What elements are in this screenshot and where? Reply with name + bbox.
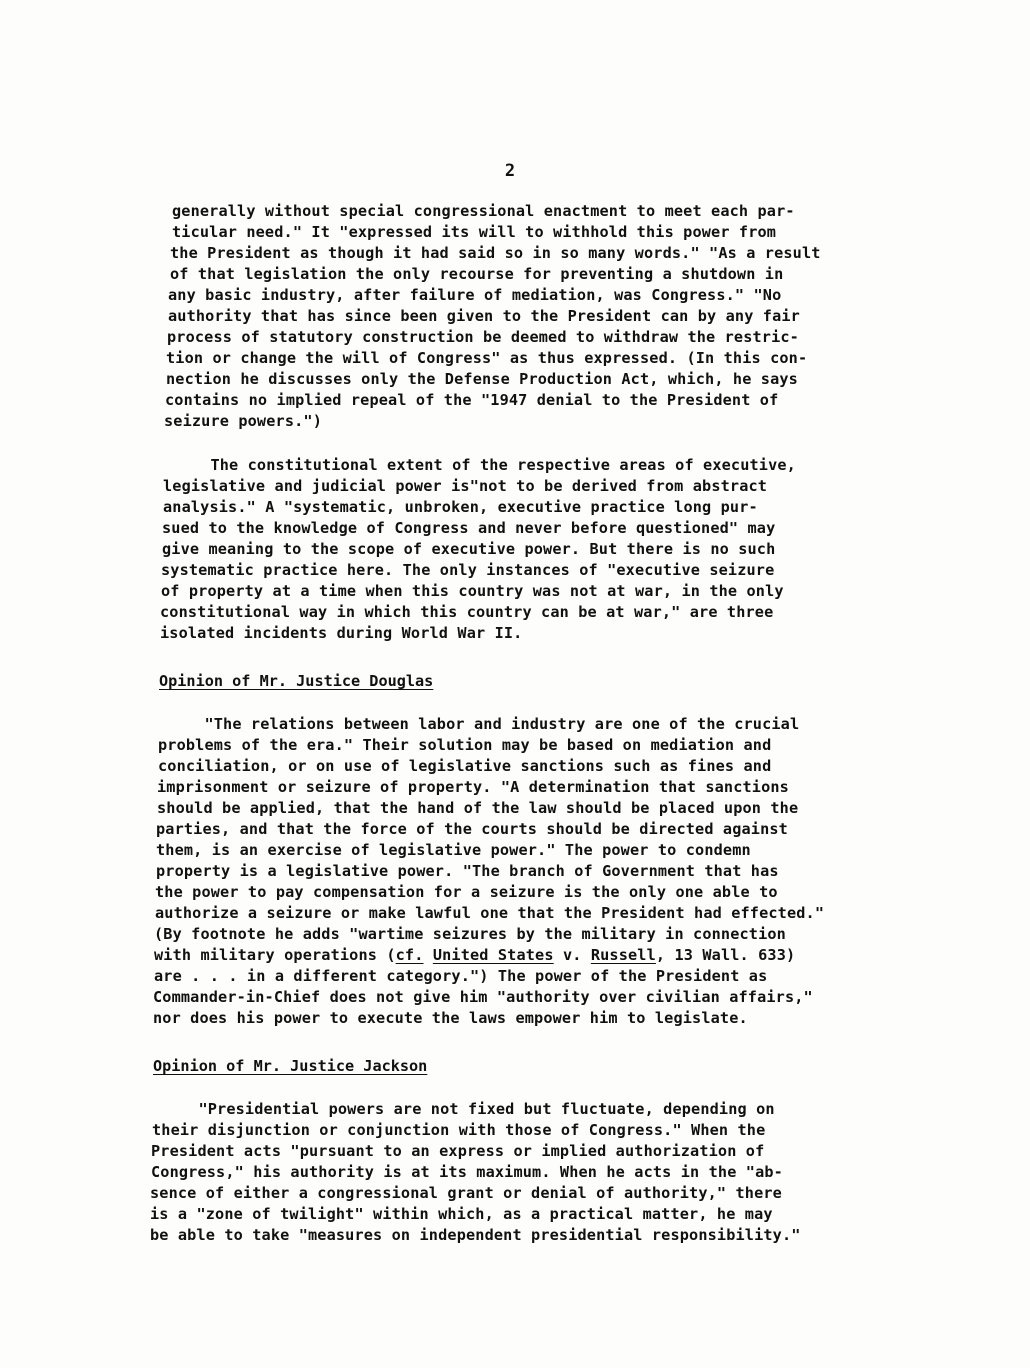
text-line: "The relations between labor and industry are one of the crucial	[158, 715, 800, 733]
text-line: tion or change the will of Congress" as thus expressed. (In this con-	[166, 349, 808, 367]
section-heading-jackson: Opinion of Mr. Justice Jackson	[153, 1057, 428, 1075]
text-line: The constitutional extent of the respective areas of executive,	[164, 456, 796, 474]
text-line: contains no implied repeal of the "1947 denial to the President of	[165, 391, 779, 409]
text-line: process of statutory construction be deemed to withdraw the restric-	[167, 328, 799, 346]
text-line: their disjunction or conjunction with those of Congress." When the	[152, 1121, 766, 1139]
text-line: the power to pay compensation for a seizure is the only one able to	[155, 883, 778, 901]
text-line: problems of the era." Their solution may be based on mediation and	[158, 736, 772, 754]
text-line: authority that has since been given to the President can by any fair	[168, 307, 800, 325]
text-line: sence of either a congressional grant or denial of authority," there	[150, 1184, 782, 1202]
text-line: is a "zone of twilight" within which, as a practical matter, he may	[150, 1205, 773, 1223]
text-line: legislative and judicial power is"not to be derived from abstract	[163, 477, 768, 495]
text-line: of property at a time when this country was not at war, in the only	[161, 582, 784, 600]
text-line: sued to the knowledge of Congress and never before questioned" may	[162, 519, 776, 537]
text-line: property is a legislative power. "The branch of Government that has	[156, 862, 779, 880]
citation-cf: cf.	[395, 946, 424, 964]
text-line: authorize a seizure or make lawful one that the President had effected."	[155, 904, 825, 922]
text-line: any basic industry, after failure of mediation, was Congress." "No	[168, 286, 782, 304]
text-line: are . . . in a different category.") The power of the President as	[154, 967, 768, 985]
text-line: imprisonment or seizure of property. "A determination that sanctions	[157, 778, 789, 796]
text-line: President acts "pursuant to an express or implied authorization of	[151, 1142, 765, 1160]
text-line: analysis." A "systematic, unbroken, executive practice long pur-	[163, 498, 758, 516]
citation-text: , 13 Wall. 633)	[655, 946, 796, 964]
citation-text	[424, 946, 433, 964]
text-line: generally without special congressional enactment to meet each par-	[172, 202, 795, 220]
case-name-russell: Russell	[590, 946, 656, 964]
text-line: (By footnote he adds "wartime seizures by the military in connection	[154, 925, 786, 943]
text-line: of that legislation the only recourse for preventing a shutdown in	[170, 265, 784, 283]
text-line: Commander-in-Chief does not give him "authority over civilian affairs,"	[153, 988, 813, 1006]
text-line: seizure powers.")	[164, 412, 322, 430]
text-line: ticular need." It "expressed its will to withhold this power from	[172, 223, 777, 241]
citation-text: v.	[553, 946, 591, 964]
text-line: the President as though it had said so in so many words." "As a result	[170, 244, 821, 262]
text-line: parties, and that the force of the courts should be directed against	[156, 820, 788, 838]
case-name-united-states: United States	[432, 946, 554, 964]
page-number: 2	[504, 161, 516, 181]
text-line: nection he discusses only the Defense Production Act, which, he says	[166, 370, 798, 388]
text-line: conciliation, or on use of legislative sanctions such as fines and	[158, 757, 772, 775]
text-line: give meaning to the scope of executive power. But there is no such	[162, 540, 776, 558]
text-line: should be applied, that the hand of the law should be placed upon the	[157, 799, 799, 817]
text-line: "Presidential powers are not fixed but fluctuate, depending on	[152, 1100, 775, 1118]
text-line: them, is an exercise of legislative power." The power to condemn	[156, 841, 751, 859]
citation-line	[154, 948, 795, 963]
text-line: isolated incidents during World War II.	[160, 624, 523, 642]
text-line: systematic practice here. The only instances of "executive seizure	[161, 561, 775, 579]
section-heading-douglas: Opinion of Mr. Justice Douglas	[159, 672, 434, 690]
citation-text: with military operations (	[154, 946, 396, 964]
text-line: Congress," his authority is at its maximum. When he acts in the "ab-	[151, 1163, 783, 1181]
text-line: constitutional way in which this country can be at war," are three	[160, 603, 774, 621]
text-line: be able to take "measures on independent presidential responsibility."	[150, 1226, 801, 1244]
text-line: nor does his power to execute the laws empower him to legislate.	[153, 1009, 748, 1027]
